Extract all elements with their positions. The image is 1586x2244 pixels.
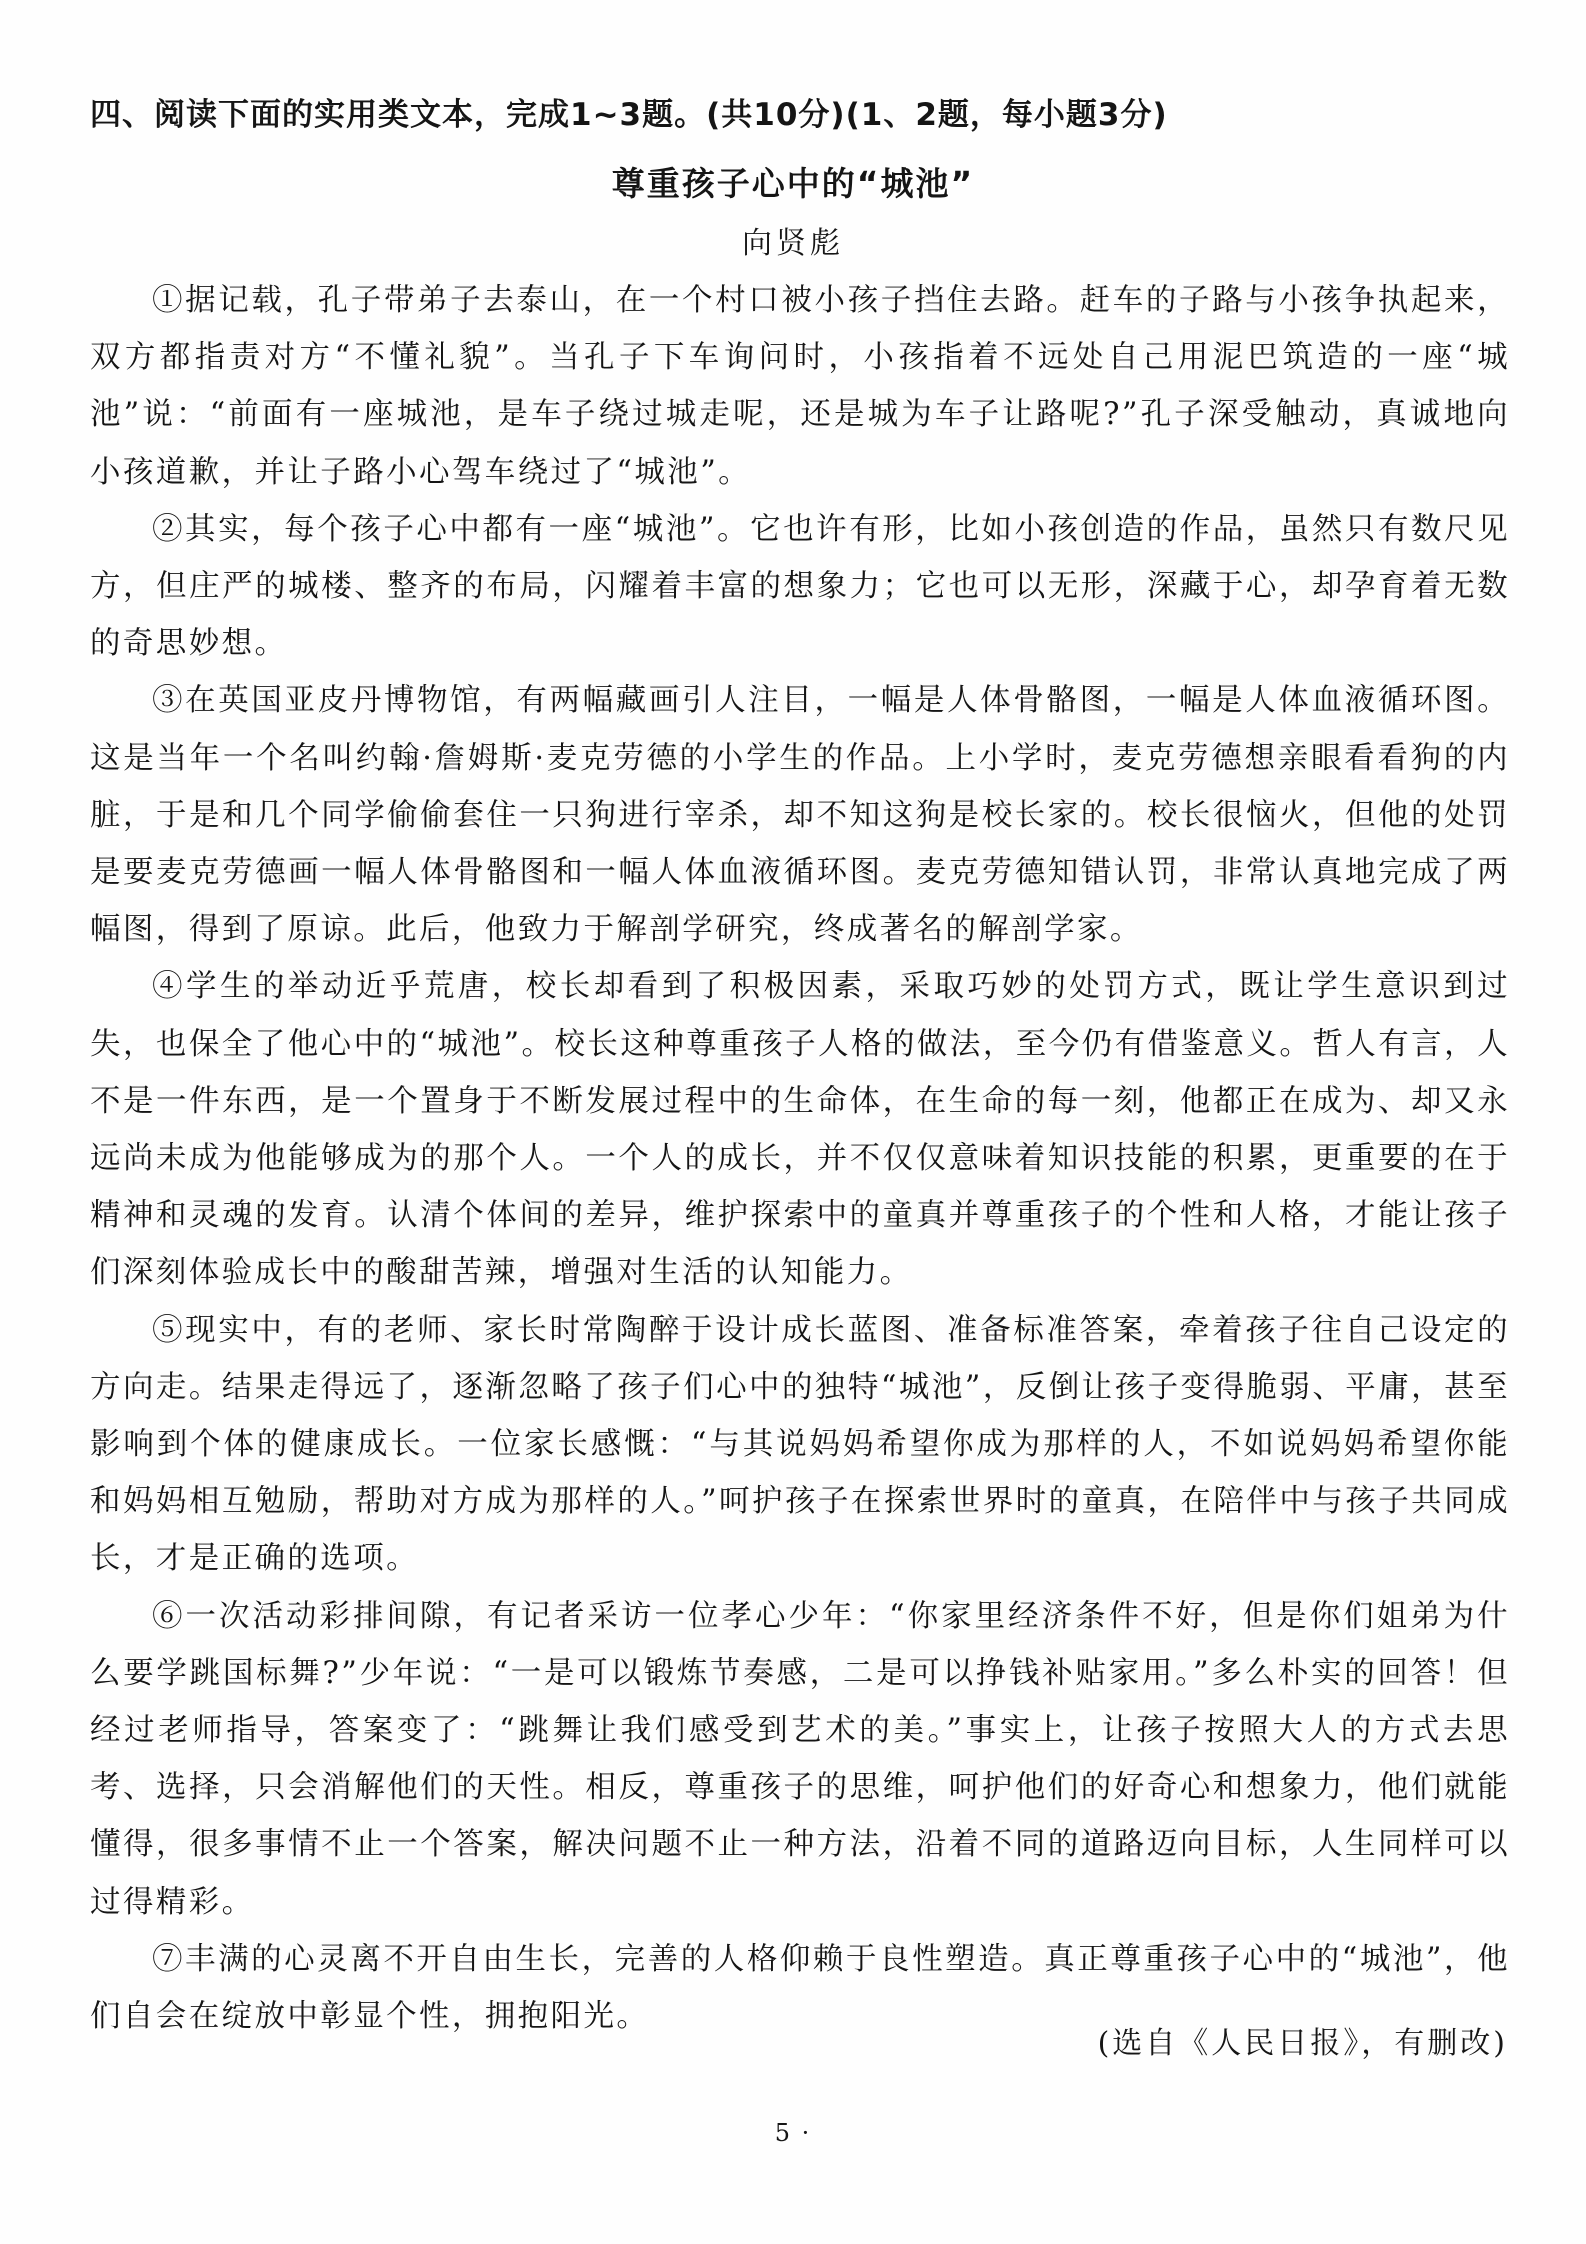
article-author: 向贤彪 xyxy=(742,226,844,261)
paragraph-5: ⑤现实中，有的老师、家长时常陶醉于设计成长蓝图、准备标准答案，牵着孩子往自己设定的方向走。结果走得远了，逐渐忽略了孩子们心中的独特“城池”，反倒让孩子变得脆弱、平庸，甚至影响到个体的健康成长。一位家长感慨：“与其说妈妈希望你成为那样的人，不如说妈妈希望你能和妈妈相互勉励，帮助对方成为那样的人。”呵护孩子在探索世界时的童真，在陪伴中与孩子共同成长，才是正确的选项。 xyxy=(90,1312,1510,1577)
paragraph-4: ④学生的举动近乎荒唐，校长却看到了积极因素，采取巧妙的处罚方式，既让学生意识到过失，也保全了他心中的“城池”。校长这种尊重孩子人格的做法，至今仍有借鉴意义。哲人有言，人不是一件东西，是一个置身于不断发展过程中的生命体，在生命的每一刻，他都正在成为、却又永远尚未成为他能够成为的那个人。一个人的成长，并不仅仅意味着知识技能的积累，更重要的在于精神和灵魂的发育。认清个体间的差异，维护探索中的童真并尊重孩子的个性和人格，才能让孩子们深刻体验成长中的酸甜苦辣，增强对生活的认知能力。 xyxy=(90,969,1510,1291)
page-number: 5 · xyxy=(774,2119,812,2147)
paragraph-7: ⑦丰满的心灵离不开自由生长，完善的人格仰赖于良性塑造。真正尊重孩子心中的“城池”，他们自会在绽放中彰显个性，拥抱阳光。 xyxy=(90,1941,1510,2035)
article-source: (选自《人民日报》，有删改) xyxy=(1097,2026,1508,2061)
article-body xyxy=(90,272,1510,2045)
paragraph-3: ③在英国亚皮丹博物馆，有两幅藏画引人注目，一幅是人体骨骼图，一幅是人体血液循环图。这是当年一个名叫约翰·詹姆斯·麦克劳德的小学生的作品。上小学时，麦克劳德想亲眼看看狗的内脏，于是和几个同学偷偷套住一只狗进行宰杀，却不知这狗是校长家的。校长很恼火，但他的处罚是要麦克劳德画一幅人体骨骼图和一幅人体血液循环图。麦克劳德知错认罚，非常认真地完成了两幅图，得到了原谅。此后，他致力于解剖学研究，终成著名的解剖学家。 xyxy=(90,683,1510,948)
section-heading: 四、阅读下面的实用类文本，完成1~3题。(共10分)(1、2题，每小题3分) xyxy=(90,97,1168,133)
paragraph-6: ⑥一次活动彩排间隙，有记者采访一位孝心少年：“你家里经济条件不好，但是你们姐弟为什么要学跳国标舞?”少年说：“一是可以锻炼节奏感，二是可以挣钱补贴家用。”多么朴实的回答！但经过老师指导，答案变了：“跳舞让我们感受到艺术的美。”事实上，让孩子按照大人的方式去思考、选择，只会消解他们的天性。相反，尊重孩子的思维，呵护他们的好奇心和想象力，他们就能懂得，很多事情不止一个答案，解决问题不止一种方法，沿着不同的道路迈向目标，人生同样可以过得精彩。 xyxy=(90,1598,1510,1920)
paragraph-2: ②其实，每个孩子心中都有一座“城池”。它也许有形，比如小孩创造的作品，虽然只有数尺见方，但庄严的城楼、整齐的布局，闪耀着丰富的想象力；它也可以无形，深藏于心，却孕育着无数的奇思妙想。 xyxy=(90,511,1510,662)
article-title: 尊重孩子心中的“城池” xyxy=(611,164,975,203)
paragraph-1: ①据记载，孔子带弟子去泰山，在一个村口被小孩子挡住去路。赶车的子路与小孩争执起来，双方都指责对方“不懂礼貌”。当孔子下车询问时，小孩指着不远处自己用泥巴筑造的一座“城池”说：“前面有一座城池，是车子绕过城走呢，还是城为车子让路呢?”孔子深受触动，真诚地向小孩道歉，并让子路小心驾车绕过了“城池”。 xyxy=(90,283,1510,490)
